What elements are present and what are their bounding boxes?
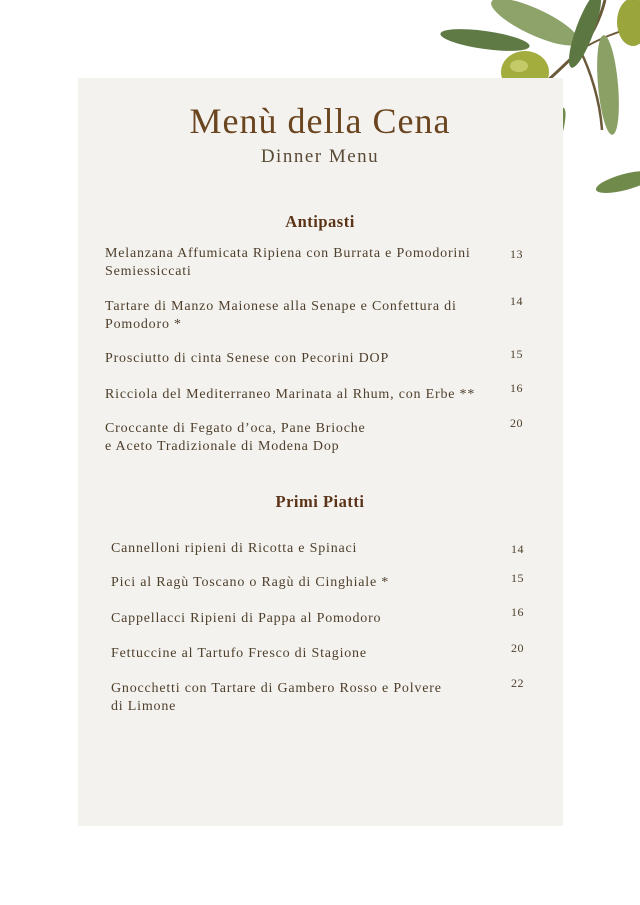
menu-title: Menù della Cena	[189, 101, 451, 141]
menu-item-price: 16	[510, 381, 523, 395]
menu-item-name: Cannelloni ripieni di Ricotta e Spinaci	[111, 541, 358, 556]
menu-item-price: 20	[511, 641, 524, 655]
menu-item-price: 14	[511, 542, 524, 556]
menu-item-name: Fettuccine al Tartufo Fresco di Stagione	[111, 646, 367, 661]
menu-item-name: Prosciutto di cinta Senese con Pecorini DOP	[105, 351, 390, 366]
menu-item-name: Croccante di Fegato d’oca, Pane Brioche e Aceto Tradizionale di Modena Dop	[105, 421, 366, 454]
section-title-antipasti: Antipasti	[285, 212, 355, 231]
menu-subtitle: Dinner Menu	[260, 146, 380, 167]
menu-item-name: Melanzana Affumicata Ripiena con Burrata e Pomodorini Semiessiccati	[105, 246, 471, 279]
menu-item-price: 15	[510, 347, 523, 361]
menu-item-price: 20	[510, 416, 523, 430]
menu-item-name: Ricciola del Mediterraneo Marinata al Rhum, con Erbe **	[105, 387, 476, 402]
menu-item-price: 13	[510, 247, 523, 261]
menu-item-price: 14	[510, 294, 523, 308]
menu-item-price: 16	[511, 605, 524, 619]
menu-item-price: 22	[511, 676, 524, 690]
section-title-primi-piatti: Primi Piatti	[275, 492, 365, 511]
menu-item-name: Gnocchetti con Tartare di Gambero Rosso e Polvere di Limone	[111, 681, 442, 714]
menu-item-name: Pici al Ragù Toscano o Ragù di Cinghiale *	[111, 575, 390, 590]
menu-item-name: Cappellacci Ripieni di Pappa al Pomodoro	[111, 611, 382, 626]
menu-item-name: Tartare di Manzo Maionese alla Senape e Confettura di Pomodoro *	[105, 299, 457, 332]
menu-item-price: 15	[511, 571, 524, 585]
